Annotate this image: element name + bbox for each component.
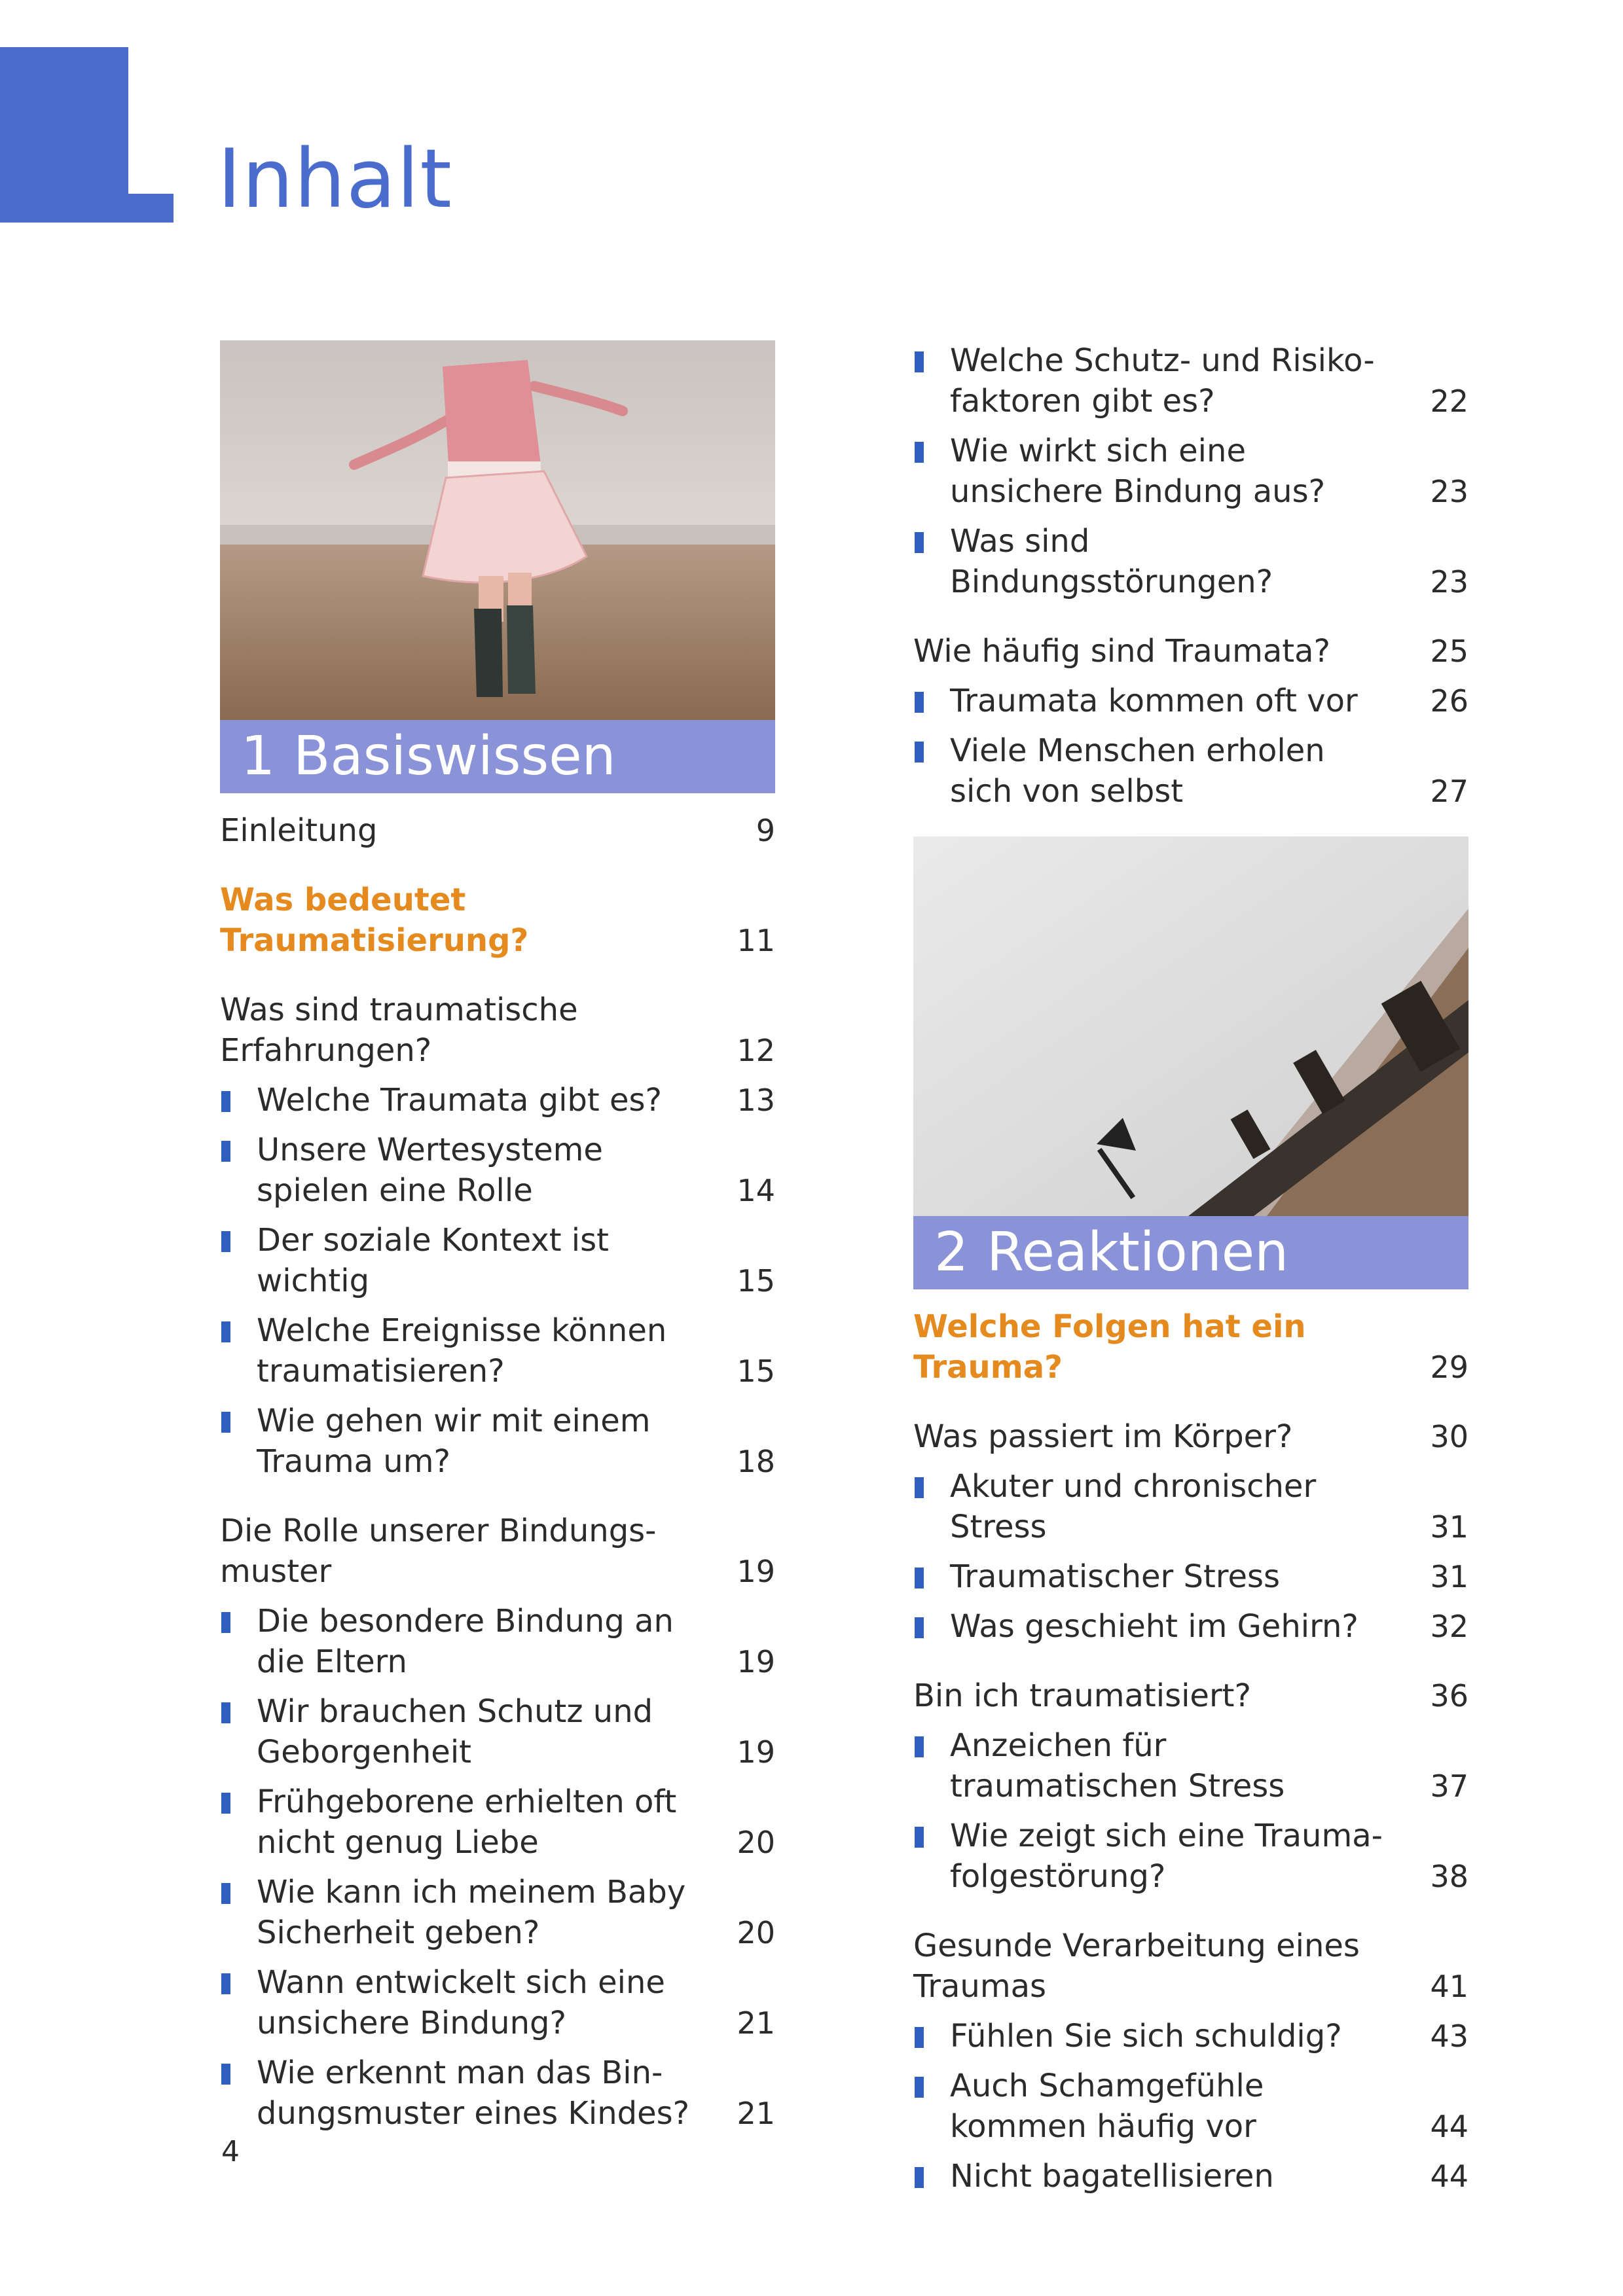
toc-entry-page: 43 — [1430, 2018, 1468, 2054]
toc-entry — [913, 1725, 1468, 1806]
toc-entry-page: 29 — [1430, 1350, 1468, 1385]
toc-entry-page: 38 — [1430, 1859, 1468, 1894]
toc-entry — [913, 681, 1468, 721]
toc-entry-title: Wie zeigt sich eine Trauma-folgestörung? — [950, 1818, 1383, 1895]
toc-entry — [220, 1401, 775, 1482]
toc-entry-page: 20 — [737, 1825, 775, 1860]
bullet-icon — [915, 1617, 924, 1638]
toc-entry-page: 25 — [1430, 634, 1468, 669]
toc-entry-title: Viele Menschen erholen sich von selbst — [950, 732, 1325, 810]
toc-entry-title: Traumata kommen oft vor — [950, 683, 1358, 719]
toc-entry — [220, 1601, 775, 1682]
toc-entry-title: Anzeichen für traumatischen Stress — [950, 1727, 1285, 1804]
toc-entry-page: 23 — [1430, 564, 1468, 600]
toc-entry-page: 44 — [1430, 2159, 1468, 2194]
toc-entry-title: Welche Folgen hat ein Trauma? — [913, 1308, 1306, 1386]
toc-entry-page: 15 — [737, 1354, 775, 1389]
toc-entry — [913, 1306, 1468, 1388]
bullet-icon — [915, 742, 924, 762]
toc-entry — [913, 521, 1468, 602]
bullet-icon — [221, 1612, 230, 1633]
toc-entry-page: 18 — [737, 1444, 775, 1479]
toc-entry-page: 37 — [1430, 1768, 1468, 1804]
toc-entry-title: Nicht bagatellisieren — [950, 2158, 1274, 2195]
chapter-number: 2 — [934, 1221, 969, 1283]
toc-column-right — [913, 340, 1468, 2197]
toc-entry — [220, 1872, 775, 1953]
toc-entry — [913, 1556, 1468, 1597]
bullet-icon — [915, 442, 924, 463]
toc-entry-page: 30 — [1430, 1419, 1468, 1454]
bullet-icon — [915, 692, 924, 713]
toc-entry — [913, 730, 1468, 812]
toc-entry — [913, 1606, 1468, 1647]
toc-entry — [913, 1466, 1468, 1547]
bullet-icon — [221, 2064, 230, 2085]
toc-entry-title: Die besondere Bindung an die Eltern — [257, 1603, 674, 1680]
toc-entry — [220, 1962, 775, 2043]
toc-entry-title: Gesunde Verarbeitung eines Traumas — [913, 1928, 1360, 2005]
toc-entry — [220, 1220, 775, 1301]
bullet-icon — [915, 2167, 924, 2188]
toc-entry-title: Welche Traumata gibt es? — [257, 1082, 662, 1119]
bullet-icon — [915, 1568, 924, 1588]
toc-entry-page: 26 — [1430, 683, 1468, 719]
bullet-icon — [915, 2027, 924, 2048]
toc-entry — [913, 2016, 1468, 2056]
toc-entry — [220, 1130, 775, 1211]
toc-entry-title: Die Rolle unserer Bindungs-muster — [220, 1513, 657, 1590]
toc-entry-page: 22 — [1430, 384, 1468, 419]
toc-entry-page: 15 — [737, 1263, 775, 1299]
toc-entry — [913, 1816, 1468, 1897]
woman-walking-on-beach-photo — [220, 340, 775, 720]
toc-entry-page: 19 — [737, 1734, 775, 1770]
toc-entry-page: 23 — [1430, 474, 1468, 509]
toc-entry — [913, 431, 1468, 512]
toc-entry-title: Wie kann ich meinem Baby Sicherheit geben? — [257, 1874, 686, 1951]
toc-entry-page: 19 — [737, 1644, 775, 1679]
toc-entry-page: 11 — [737, 923, 775, 958]
toc-column-left — [220, 340, 775, 2134]
toc-entry-title: Bin ich traumatisiert? — [913, 1677, 1251, 1714]
page-title: Inhalt — [217, 132, 452, 226]
toc-entry-title: Wann entwickelt sich eine unsichere Bindung? — [257, 1964, 665, 2041]
toc-entry-title: Was geschieht im Gehirn? — [950, 1608, 1359, 1645]
toc-entry-title: Auch Schamgefühle kommen häufig vor — [950, 2068, 1264, 2145]
toc-entry-page: 21 — [737, 2005, 775, 2041]
toc-entry — [220, 1080, 775, 1121]
toc-entry — [913, 631, 1468, 672]
toc-entry — [913, 2156, 1468, 2197]
toc-entry-title: Wir brauchen Schutz und Geborgenheit — [257, 1693, 653, 1770]
toc-entry-page: 31 — [1430, 1559, 1468, 1594]
bullet-icon — [915, 1477, 924, 1498]
toc-entry-page: 19 — [737, 1554, 775, 1589]
chapter-2-header — [913, 836, 1468, 1289]
toc-entry-page: 9 — [756, 813, 775, 848]
bullet-icon — [221, 1091, 230, 1112]
toc-entry-title: Wie wirkt sich eine unsichere Bindung aus? — [950, 433, 1326, 510]
bullet-icon — [221, 1702, 230, 1723]
toc-entry-title: Frühgeborene erhielten oft nicht genug Liebe — [257, 1784, 677, 1861]
toc-entry-title: Traumatischer Stress — [950, 1558, 1281, 1595]
toc-list-left — [220, 810, 775, 2134]
toc-entry-title: Einleitung — [220, 812, 378, 849]
bullet-icon — [221, 1793, 230, 1814]
chapter-name: Reaktionen — [987, 1221, 1289, 1283]
toc-entry — [913, 1416, 1468, 1457]
corner-mark — [0, 0, 173, 223]
toc-entry-title: Wie erkennt man das Bin-dungsmuster eines Kindes? — [257, 2054, 690, 2132]
bullet-icon — [221, 1231, 230, 1252]
toc-entry-title: Welche Schutz- und Risiko-faktoren gibt es? — [950, 342, 1375, 420]
toc-entry-title: Was sind Bindungsstörungen? — [950, 523, 1273, 600]
toc-entry — [220, 1310, 775, 1391]
page-number: 4 — [221, 2135, 240, 2168]
toc-entry — [220, 1691, 775, 1772]
toc-entry-title: Der soziale Kontext ist wichtig — [257, 1222, 609, 1299]
toc-entry-title: Welche Ereignisse können traumatisieren? — [257, 1312, 667, 1390]
bullet-icon — [915, 1736, 924, 1757]
bullet-icon — [221, 1141, 230, 1162]
toc-entry — [913, 340, 1468, 422]
toc-entry-page: 31 — [1430, 1509, 1468, 1545]
bullet-icon — [915, 532, 924, 553]
bullet-icon — [221, 1412, 230, 1433]
chapter-name: Basiswissen — [293, 725, 616, 787]
toc-entry-page: 27 — [1430, 774, 1468, 809]
bullet-icon — [221, 1321, 230, 1342]
toc-entry-title: Akuter und chronischer Stress — [950, 1468, 1317, 1545]
toc-entry — [220, 880, 775, 961]
toc-entry-page: 32 — [1430, 1609, 1468, 1644]
chapter-number: 1 — [241, 725, 276, 787]
toc-entry-page: 21 — [737, 2096, 775, 2131]
toc-entry-page: 41 — [1430, 1969, 1468, 2004]
toc-entry-title: Was sind traumatische Erfahrungen? — [220, 992, 578, 1069]
toc-entry-title: Was passiert im Körper? — [913, 1418, 1293, 1455]
toc-entry — [913, 1676, 1468, 1716]
toc-entry-page: 20 — [737, 1915, 775, 1950]
bullet-icon — [915, 2077, 924, 2098]
toc-entry-page: 44 — [1430, 2109, 1468, 2144]
bullet-icon — [221, 1973, 230, 1994]
toc-entry — [220, 1782, 775, 1863]
chapter-1-header — [220, 340, 775, 793]
toc-entry — [220, 990, 775, 1071]
bullet-icon — [915, 351, 924, 372]
chapter-1-banner — [220, 720, 775, 793]
toc-entry — [220, 2053, 775, 2134]
toc-entry — [220, 810, 775, 851]
toc-entry-title: Was bedeutet Traumatisierung? — [220, 882, 529, 959]
toc-entry — [913, 2066, 1468, 2147]
bullet-icon — [221, 1883, 230, 1904]
toc-entry-title: Wie gehen wir mit einem Trauma um? — [257, 1403, 651, 1480]
chapter-2-banner — [913, 1216, 1468, 1289]
toc-entry — [220, 1511, 775, 1592]
toc-list-right-bottom — [913, 1306, 1468, 2197]
toc-entry — [913, 1926, 1468, 2007]
toc-entry-title: Wie häufig sind Traumata? — [913, 633, 1330, 670]
bullet-icon — [915, 1827, 924, 1848]
toc-entry-title: Unsere Wertesysteme spielen eine Rolle — [257, 1132, 603, 1209]
toc-entry-page: 14 — [737, 1173, 775, 1208]
toc-entry-page: 12 — [737, 1033, 775, 1068]
toc-list-right-top — [913, 340, 1468, 812]
toc-entry-title: Fühlen Sie sich schuldig? — [950, 2018, 1342, 2054]
wooden-groynes-on-beach-photo — [913, 836, 1468, 1216]
toc-entry-page: 36 — [1430, 1678, 1468, 1713]
toc-entry-page: 13 — [737, 1083, 775, 1118]
